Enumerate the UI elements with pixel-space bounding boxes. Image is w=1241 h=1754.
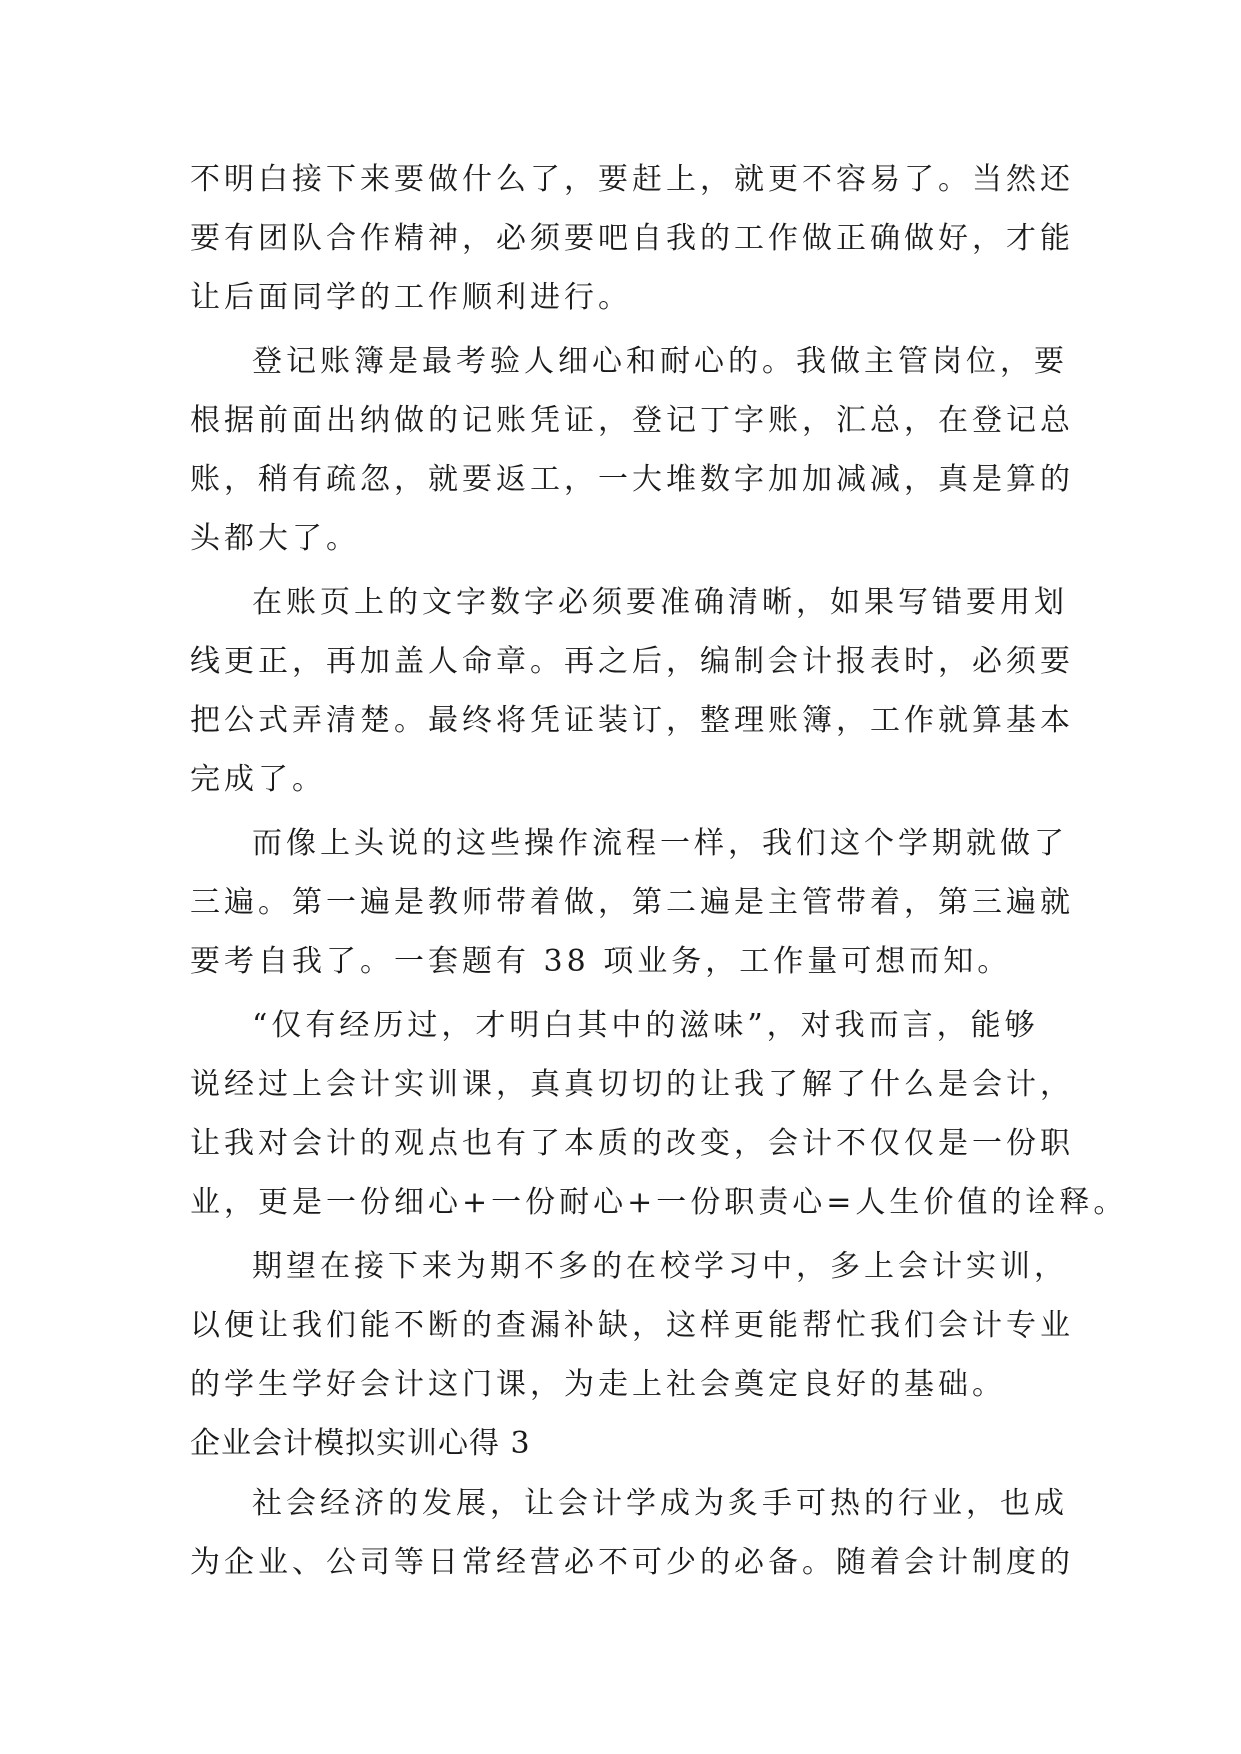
text-line: 以便让我们能不断的查漏补缺，这样更能帮忙我们会计专业: [190, 1308, 1074, 1343]
text-line: 要考自我了。一套题有 38 项业务，工作量可想而知。: [190, 944, 1012, 979]
text-line: 的学生学好会计这门课，为走上社会奠定良好的基础。: [190, 1367, 1006, 1402]
text-line: 完成了。: [190, 762, 326, 797]
text-line: 说经过上会计实训课，真真切切的让我了解了什么是会计，: [190, 1067, 1074, 1102]
paragraph-first-line: 期望在接下来为期不多的在校学习中，多上会计实训，: [252, 1249, 1068, 1284]
text-line: 业，更是一份细心+一份耐心+一份职责心=人生价值的诠释。: [190, 1185, 1128, 1220]
paragraph-first-line: 社会经济的发展，让会计学成为炙手可热的行业，也成: [252, 1486, 1068, 1521]
text-line: 把公式弄清楚。最终将凭证装订，整理账簿，工作就算基本: [190, 703, 1074, 738]
paragraph-first-line: 在账页上的文字数字必须要准确清晰，如果写错要用划: [252, 585, 1068, 620]
text-line: 账，稍有疏忽，就要返工，一大堆数字加加减减，真是算的: [190, 462, 1074, 497]
text-line: 线更正，再加盖人命章。再之后，编制会计报表时，必须要: [190, 644, 1074, 679]
document-body: [190, 150, 1128, 1592]
section-heading: 企业会计模拟实训心得 3: [190, 1426, 531, 1461]
text-line: 头都大了。: [190, 521, 360, 556]
text-line: 根据前面出纳做的记账凭证，登记丁字账，汇总，在登记总: [190, 403, 1074, 438]
text-line: 为企业、公司等日常经营必不可少的必备。随着会计制度的: [190, 1545, 1074, 1580]
paragraph-first-line: 登记账簿是最考验人细心和耐心的。我做主管岗位，要: [252, 344, 1068, 379]
paragraph-first-line: “仅有经历过，才明白其中的滋味”，对我而言，能够: [252, 1008, 1039, 1043]
text-line: 不明白接下来要做什么了，要赶上，就更不容易了。当然还: [190, 162, 1074, 197]
text-line: 三遍。第一遍是教师带着做，第二遍是主管带着，第三遍就: [190, 885, 1074, 920]
paragraph-first-line: 而像上头说的这些操作流程一样，我们这个学期就做了: [252, 826, 1068, 861]
text-line: 让后面同学的工作顺利进行。: [190, 280, 632, 315]
text-line: 要有团队合作精神，必须要吧自我的工作做正确做好，才能: [190, 221, 1074, 256]
text-line: 让我对会计的观点也有了本质的改变，会计不仅仅是一份职: [190, 1126, 1074, 1161]
